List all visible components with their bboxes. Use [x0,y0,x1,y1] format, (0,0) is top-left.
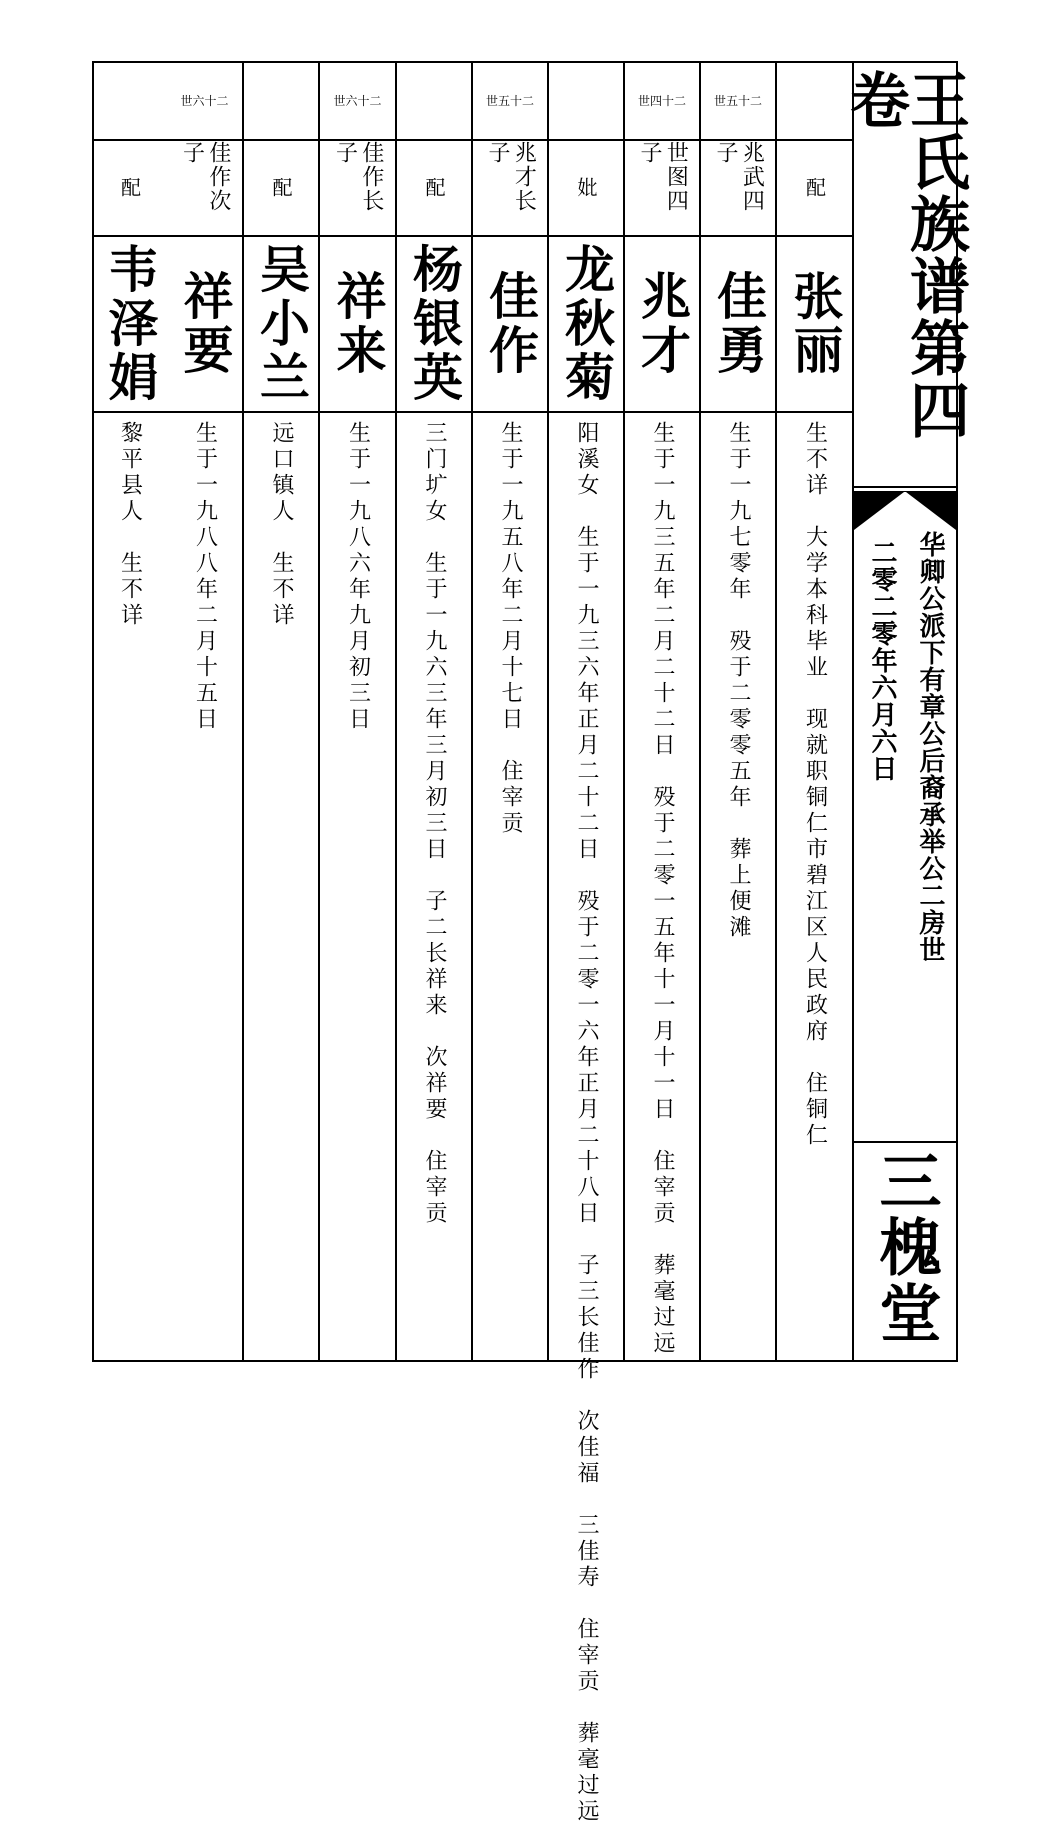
person-column [473,63,549,1360]
relation-cell: 配 [244,141,318,237]
generation-cell: 世四十二 [625,63,699,141]
biography-cell: 生于一九八六年九月初三日 [345,421,371,733]
relation-cell: 配 [397,141,471,237]
book-title-text: 王氏族谱第四卷 [840,69,970,441]
biography-cell: 阳溪女 生于一九三六年正月二十二日 殁于二零一六年正月二十八日 子三长佳作 次佳福 三佳寿 住宰贡 葬毫过远 [574,421,599,1825]
relation-cell: 配 [777,141,852,237]
branch-line [910,531,950,963]
title-column [840,63,970,1360]
relation-cell: 兆才长子 [473,141,547,237]
biography-cell: 生于一九八八年二月十五日 [192,421,218,733]
person-column [625,63,701,1360]
relation-cell: 兆武四子 [701,141,775,237]
hall-name-text: 三槐堂 [869,1149,942,1347]
name-cell: 佳作 [473,237,547,413]
person-column [777,63,854,1360]
name-cell: 杨银英 [397,237,471,413]
generation-cell: 世六十二 [320,63,395,141]
person-column [320,63,397,1360]
hall-divider [854,1141,956,1143]
person-column [549,63,625,1825]
person-column [701,63,777,1360]
biography-cell: 黎平县人 生不详 [117,421,143,629]
name-cell: 祥要 [167,237,242,413]
name-cell: 龙秋菊 [549,237,623,413]
generation-cell [92,63,167,141]
biography-cell: 远口镇人 生不详 [269,421,294,629]
generation-cell [777,63,852,141]
relation-cell: 世图四子 [625,141,699,237]
compile-date [862,539,902,782]
biography-cell: 生于一九三五年二月二十二日 殁于二零一五年十一月十一日 住宰贡 葬毫过远 [650,421,675,1357]
name-cell: 张丽 [777,237,852,413]
person-column [397,63,473,1360]
person-column [92,63,167,1360]
person-column [244,63,320,1360]
branch-line-text: 华卿公派下有章公后裔承举公二房世 [915,531,945,963]
name-cell: 祥来 [320,237,395,413]
compile-date-text: 二零二零年六月六日 [867,539,897,782]
relation-cell: 配 [92,141,167,237]
generation-cell [244,63,318,141]
relation-cell: 妣 [549,141,623,237]
generation-cell: 世六十二 [167,63,242,141]
book-title [840,63,970,483]
hall-name [854,1149,956,1347]
biography-cell: 生于一九五八年二月十七日 住宰贡 [498,421,523,837]
fishtail-ornament [854,492,956,532]
relation-cell: 佳作长子 [320,141,395,237]
generation-cell [397,63,471,141]
name-cell: 佳勇 [701,237,775,413]
relation-cell: 佳作次子 [167,141,242,237]
name-cell: 吴小兰 [244,237,318,413]
genealogy-page [92,61,970,1825]
biography-cell: 生于一九七零年 殁于二零零五年 葬上便滩 [726,421,751,941]
generation-cell: 世五十二 [473,63,547,141]
title-divider [854,486,956,488]
generation-cell [549,63,623,141]
biography-cell: 三门圹女 生于一九六三年三月初三日 子二长祥来 次祥要 住宰贡 [422,421,447,1227]
generation-cell: 世五十二 [701,63,775,141]
name-cell: 韦泽娟 [92,237,167,413]
person-column [167,63,244,1360]
name-cell: 兆才 [625,237,699,413]
biography-cell: 生不详 大学本科毕业 现就职铜仁市碧江区人民政府 住铜仁 [802,421,828,1149]
